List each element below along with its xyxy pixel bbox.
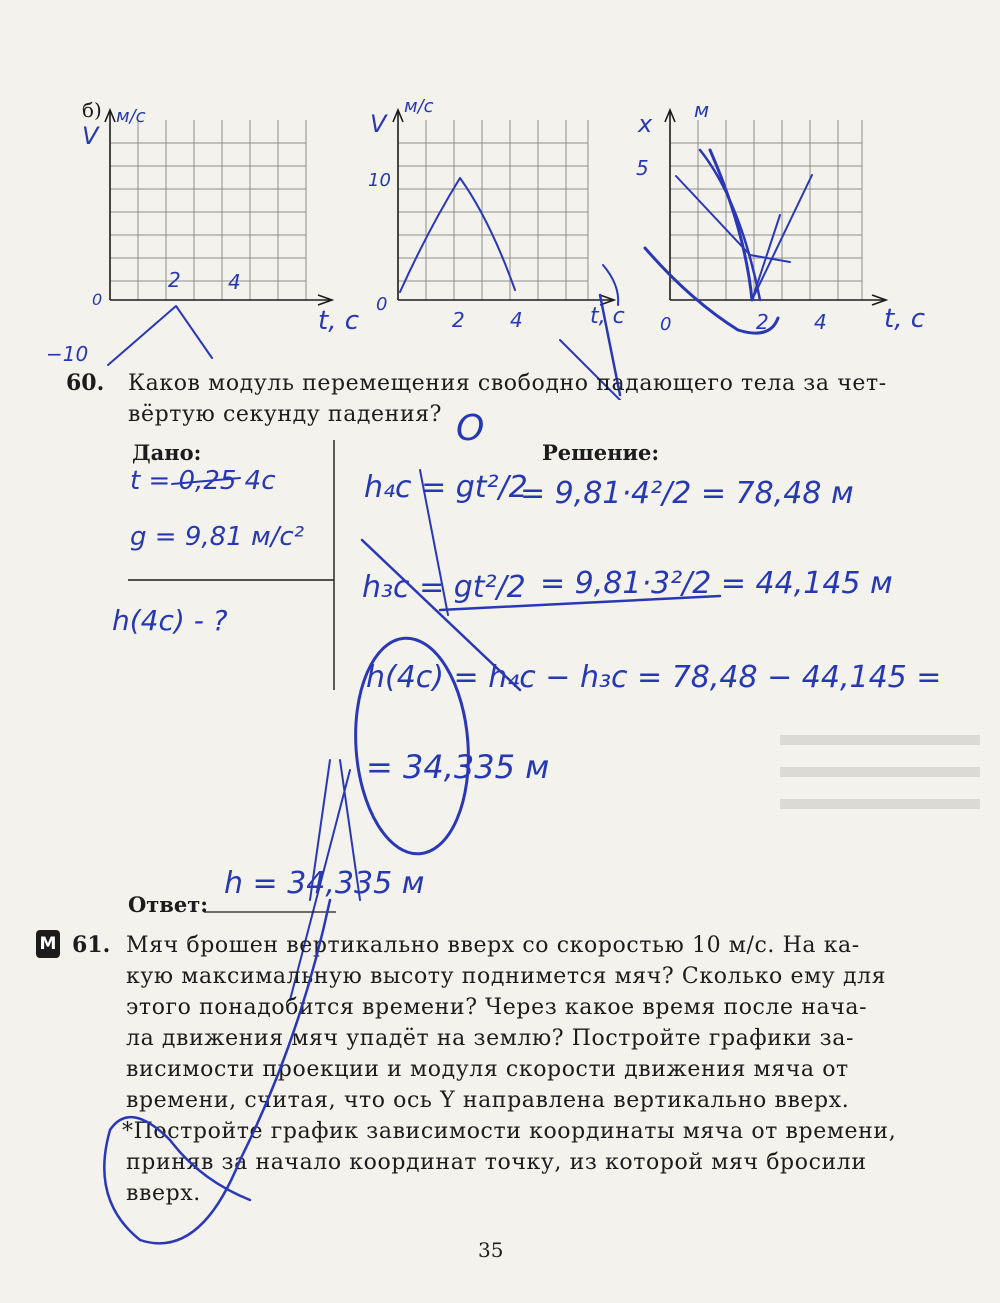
- solution-line-1-right: = 9,81·4²/2 = 78,48 м: [520, 476, 854, 511]
- right-y-unit: м: [694, 98, 710, 122]
- answer-value: h = 34,335 м: [224, 866, 425, 901]
- task-61-line-8: приняв за начало координат точку, из которой мяч бросили: [126, 1150, 867, 1175]
- solution-line-2-left: h₃c = gt²/2: [362, 570, 526, 605]
- left-x-label-2: 2: [168, 268, 181, 292]
- right-x-label-4: 4: [814, 310, 827, 334]
- task-61-line-9: вверх.: [126, 1181, 201, 1206]
- solution-label: Решение:: [542, 440, 660, 465]
- solution-line-3: h(4с) = h₄c − h₃c = 78,48 − 44,145 =: [366, 660, 942, 695]
- given-label: Дано:: [132, 440, 202, 465]
- task-61-line-5: висимости проекции и модуля скорости движения мяча от: [126, 1057, 849, 1082]
- left-x-label-4: 4: [228, 270, 241, 294]
- task-61-line-6: времени, считая, что ось Y направлена вертикально вверх.: [126, 1088, 850, 1113]
- right-zero: 0: [660, 314, 672, 335]
- middle-zero: 0: [376, 294, 388, 315]
- left-y-unit: м/с: [116, 106, 146, 127]
- task-61-line-1: Мяч брошен вертикально вверх со скоростью 10 м/с. На ка-: [126, 933, 860, 958]
- task-61-line-4: ла движения мяч упадёт на землю? Постройте графики за-: [126, 1026, 854, 1051]
- middle-y-label-10: 10: [368, 170, 391, 191]
- solution-line-2-right: = 9,81·3²/2 = 44,145 м: [540, 566, 893, 601]
- left-y-axis-label: V: [82, 122, 99, 150]
- answer-label: Ответ:: [128, 892, 209, 917]
- right-y-label-5: 5: [636, 156, 649, 180]
- left-neg-10: −10: [46, 342, 89, 366]
- task-60-number: 60.: [66, 370, 105, 396]
- left-zero: 0: [92, 290, 103, 309]
- find-value: h(4с) - ?: [112, 604, 228, 637]
- graph-b-label: б): [82, 98, 102, 122]
- right-y-axis-label: x: [638, 110, 653, 138]
- solution-line-1-left: h₄c = gt²/2: [364, 470, 528, 505]
- task-61-number: 61.: [72, 932, 111, 958]
- middle-x-label-4: 4: [510, 308, 523, 332]
- m-badge: М: [36, 930, 60, 958]
- middle-y-unit: м/с: [404, 96, 434, 117]
- right-x-axis-label: t, с: [884, 304, 926, 334]
- task-60-text-line-2: вёртую секунду падения?: [128, 402, 443, 427]
- task-61-line-2: кую максимальную высоту поднимется мяч? Сколько ему для: [126, 964, 887, 989]
- left-x-axis-label: t, с: [318, 306, 360, 336]
- page-number: 35: [478, 1238, 504, 1262]
- middle-x-label-2: 2: [452, 308, 465, 332]
- right-x-label-2: 2: [756, 310, 769, 334]
- circle-mark: O: [456, 408, 485, 449]
- solution-line-4: = 34,335 м: [366, 748, 550, 786]
- task-61-line-7: *Постройте график зависимости координаты мяча от времени,: [122, 1119, 897, 1144]
- task-61-line-3: этого понадобится времени? Через какое время после нача-: [126, 995, 868, 1020]
- given-t: t = 0,25 4с: [130, 466, 276, 496]
- middle-y-axis-label: V: [370, 110, 387, 138]
- task-60-text-line-1: Каков модуль перемещения свободно падающего тела за чет-: [128, 371, 887, 396]
- given-g: g = 9,81 м/с²: [130, 522, 305, 552]
- middle-x-axis-label: t, с: [590, 304, 625, 329]
